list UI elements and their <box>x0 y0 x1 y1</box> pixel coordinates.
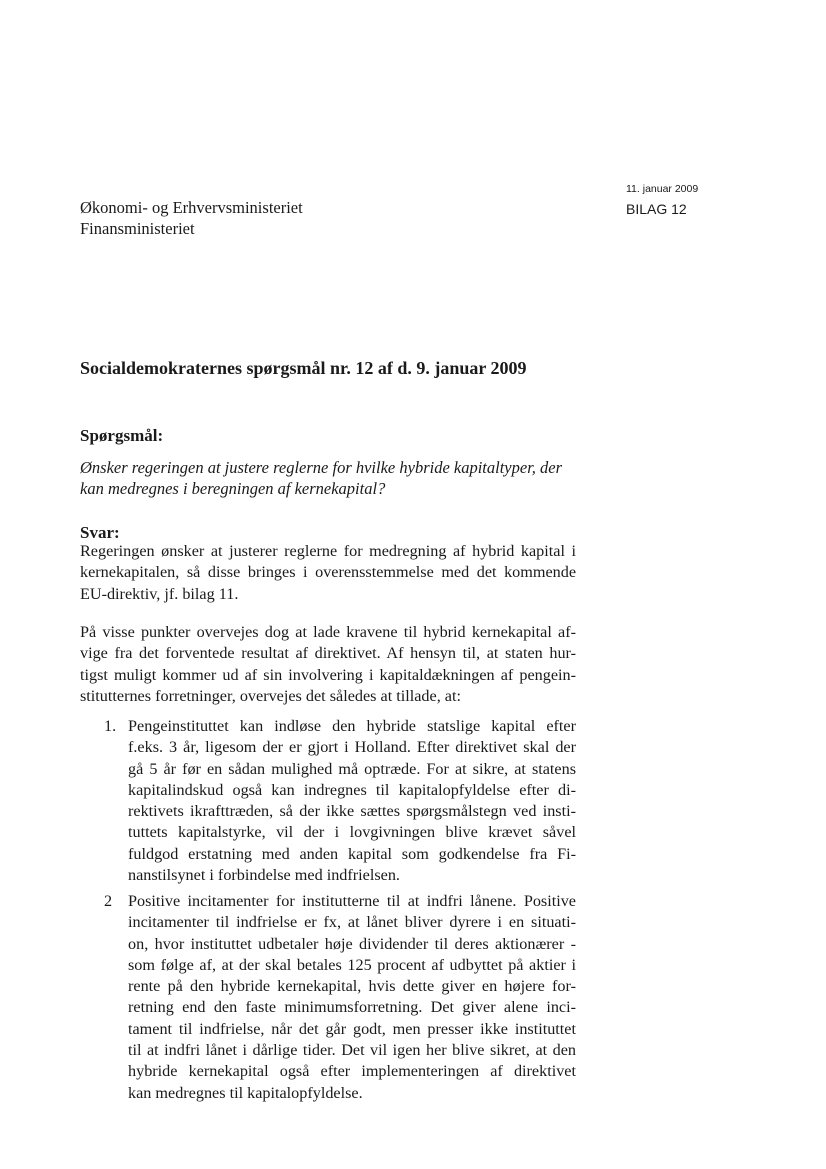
answer-heading: Svar: <box>80 523 120 542</box>
item-line: f.eks. 3 år, ligesom der er gjort i Holland. Efter direktivet skal der <box>128 738 576 757</box>
question-text <box>80 457 576 499</box>
bilag-label: BILAG 12 <box>626 201 687 217</box>
recipient-line: Finansministeriet <box>80 219 195 238</box>
item-line: gå 5 år før en sådan mulighed må optræde. For at sikre, at statens <box>128 759 576 778</box>
item-line: retning end den faste minimumsforretning. Det giver alene inci- <box>128 998 576 1017</box>
item-line: on, hvor instituttet udbetaler høje dividender til deres aktionærer - <box>128 934 576 953</box>
recipient-line: Økonomi- og Erhvervsministeriet <box>80 198 303 217</box>
answer-line: EU-direktiv, jf. bilag 11. <box>80 584 239 603</box>
item-line: rektivets ikrafttræden, så der ikke sættes spørgsmålstegn ved insti- <box>128 802 576 821</box>
item-line: kapitalindskud også kan indregnes til kapitalopfyldelse efter di- <box>128 780 576 799</box>
body-paragraph <box>80 622 576 707</box>
paragraph-line: På visse punkter overvejes dog at lade kravene til hybrid kernekapital af- <box>80 623 576 641</box>
list-item-number: 1. <box>104 717 117 735</box>
list-item-text <box>128 891 576 1104</box>
item-line: nanstilsynet i forbindelse med indfrielsen. <box>128 866 400 885</box>
document-date: 11. januar 2009 <box>626 183 699 195</box>
paragraph-line: stitutternes forretninger, overvejes det således at tillade, at: <box>80 686 461 705</box>
item-line: tuttets kapitalstyrke, vil der i lovgivningen blive krævet såvel <box>128 823 576 842</box>
list-item-text <box>128 716 576 886</box>
item-line: som følge af, at der skal betales 125 procent af udbyttet på aktier i <box>128 955 576 974</box>
item-line: tament til indfrielse, når det går godt, men presser ikke instituttet <box>128 1019 576 1038</box>
question-heading: Spørgsmål: <box>80 426 164 445</box>
answer-line: Regeringen ønsker at justerer reglerne for medregning af hybrid kapital i <box>80 542 576 560</box>
question-line: kan medregnes i beregningen af kernekapital? <box>80 479 386 498</box>
question-line: Ønsker regeringen at justere reglerne for hvilke hybride kapitaltyper, der <box>80 458 563 477</box>
item-line: hybride kernekapital også efter implementeringen af direktivet <box>128 1062 576 1081</box>
item-line: kan medregnes til kapitalopfyldelse. <box>128 1083 363 1102</box>
answer-line: kernekapitalen, så disse bringes i overensstemmelse med det kommende <box>80 563 576 582</box>
item-line: fuldgod erstatning med anden kapital som godkendelse fra Fi- <box>128 844 576 863</box>
item-line: til at indfri lånet i dårlige tider. Det vil igen her blive sikret, at den <box>128 1041 576 1060</box>
item-line: Positive incitamenter for institutterne til at indfri lånene. Positive <box>128 892 576 910</box>
document-title: Socialdemokraternes spørgsmål nr. 12 af d. 9. januar 2009 <box>80 358 527 378</box>
list-item-number: 2 <box>104 892 113 910</box>
item-line: rente på den hybride kernekapital, hvis dette giver en højere for- <box>128 977 576 996</box>
item-line: Pengeinstituttet kan indløse den hybride statslige kapital efter <box>128 717 576 735</box>
recipients <box>80 197 303 239</box>
answer-paragraph <box>80 541 576 605</box>
paragraph-line: tigst muligt kommer ud af sin involvering i kapitaldækningen af pengein- <box>80 665 576 684</box>
item-line: incitamenter til indfrielse er fx, at lånet bliver dyrere i en situati- <box>128 913 576 932</box>
paragraph-line: vige fra det forventede resultat af direktivet. Af hensyn til, at staten hur- <box>80 644 576 663</box>
